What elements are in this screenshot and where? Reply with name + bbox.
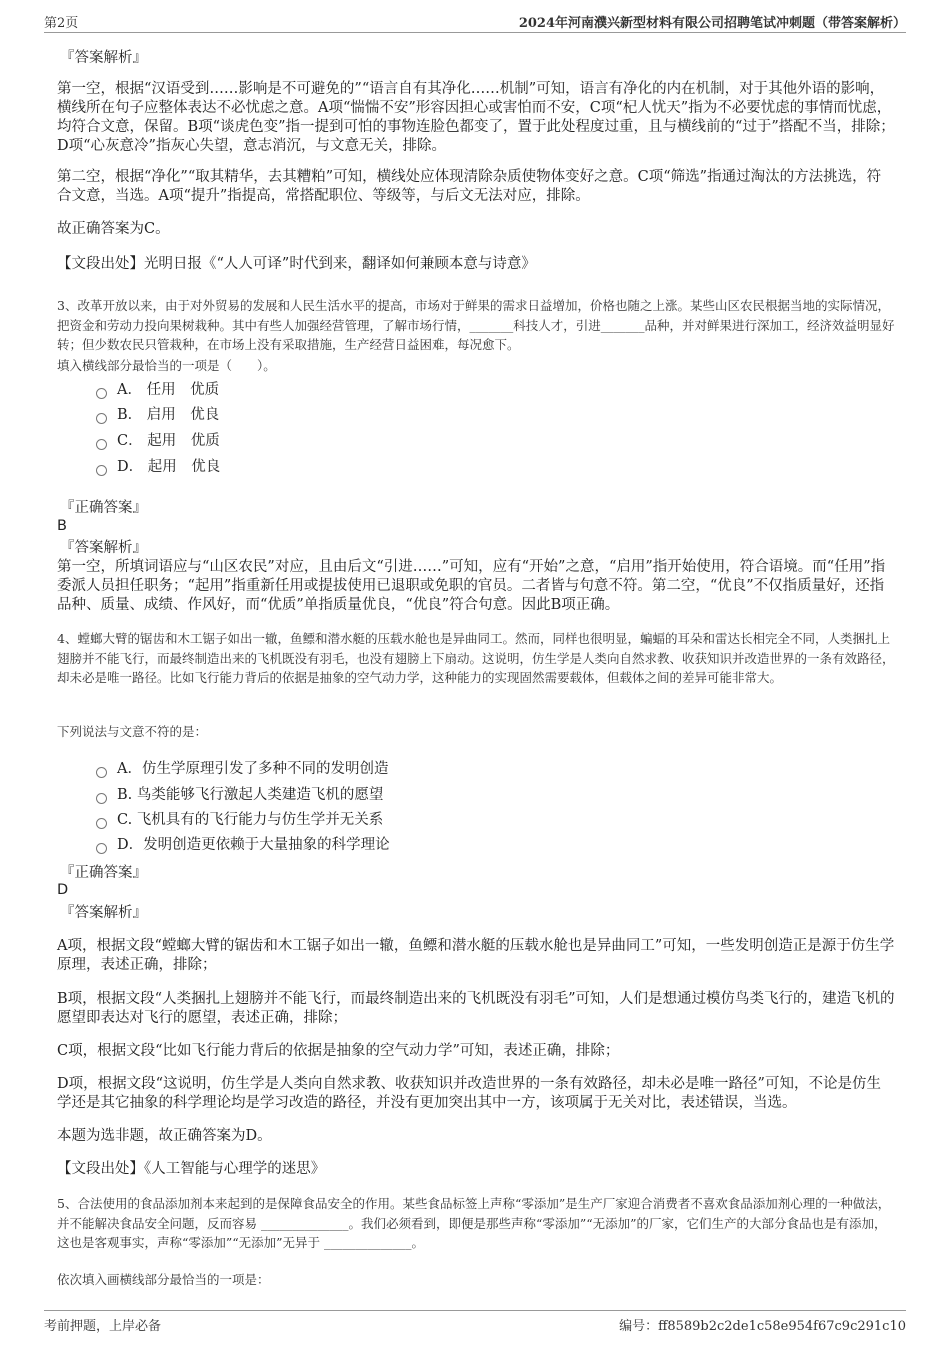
q4-answer: D bbox=[57, 882, 69, 898]
option-label: D．发明创造更依赖于大量抽象的科学理论 bbox=[117, 837, 390, 853]
document-title: 2024年河南濮兴新型材料有限公司招聘笔试冲刺题（带答案解析） bbox=[518, 16, 906, 31]
q4-analysis-b: B项，根据文段“人类捆扎上翅膀并不能飞行，而最终制造出来的飞机既没有羽毛”可知，人们是想通过模仿鸟类飞行的，建造飞机的愿望即表达对飞行的愿望，表述正确，排除； bbox=[57, 991, 895, 1026]
footer-slogan: 考前押题，上岸必备 bbox=[44, 1319, 162, 1334]
q2-analysis-p2: 第二空，根据“净化”“取其精华，去其糟粕”可知，横线处应体现清除杂质使物体变好之意。C项“筛选”指通过淘汰的方法挑选，符合文意，当选。A项“提升”指提高，常搭配职位、等级等，与后文无法对应，排除。 bbox=[57, 169, 882, 204]
q3-option-c[interactable] bbox=[96, 431, 220, 451]
q4-source: 【文段出处】《人工智能与心理学的迷思》 bbox=[57, 1161, 326, 1177]
q3-stem: 3、改革开放以来，由于对外贸易的发展和人民生活水平的提高，市场对于鲜果的需求日益增加，价格也随之上涨。某些山区农民根据当地的实际情况，把资金和劳动力投向果树栽种。其中有些人加强经营管理，了解市场行情，_______科技人才，引进_______品种，并对鲜果进行深加工，经济效益明显好转；但少数农民只管栽种，在市场上没有采取措施，生产经营日益困难，每况愈下。 bbox=[57, 298, 895, 352]
q4-option-c[interactable] bbox=[96, 810, 383, 830]
header-divider bbox=[44, 32, 906, 33]
q3-prompt: 填入横线部分最恰当的一项是（ ）。 bbox=[57, 358, 276, 373]
option-label: C． 起用 优质 bbox=[117, 433, 220, 449]
q2-conclusion: 故正确答案为C。 bbox=[57, 221, 170, 237]
radio-icon[interactable] bbox=[96, 793, 107, 804]
radio-icon[interactable] bbox=[96, 413, 107, 424]
q3-correct-label: 『正确答案』 bbox=[60, 500, 147, 516]
q2-analysis-label: 『答案解析』 bbox=[60, 50, 147, 66]
page-number: 第2页 bbox=[44, 16, 79, 31]
q4-analysis-a: A项，根据文段“螳螂大臂的锯齿和木工锯子如出一辙，鱼鳔和潜水艇的压载水舱也是异曲同工”可知，一些发明创造正是源于仿生学原理，表述正确，排除； bbox=[57, 938, 895, 973]
option-label: B． 启用 优良 bbox=[117, 407, 220, 423]
q4-option-b[interactable] bbox=[96, 785, 383, 805]
document-id: 编号：ff8589b2c2de1c58e954f67c9c291c10 bbox=[619, 1319, 906, 1334]
q4-analysis-label: 『答案解析』 bbox=[60, 905, 147, 921]
q2-analysis-p1: 第一空，根据“汉语受到……影响是不可避免的”“语言自有其净化……机制”可知，语言有净化的内在机制，对于其他外语的影响，横线所在句子应整体表达不必忧虑之意。A项“惴惴不安”形容因担心或害怕而不安，C项“杞人忧天”指为不必要忧虑的事情而忧虑，均符合文意，保留。B项“谈虎色变”指一提到可怕的事物连脸色都变了，置于此处程度过重，且与横线前的“过于”搭配不当，排除；D项“心灰意冷”指灰心失望，意志消沉，与文意无关，排除。 bbox=[57, 81, 895, 154]
q3-analysis-label: 『答案解析』 bbox=[60, 540, 147, 556]
option-label: B. 鸟类能够飞行激起人类建造飞机的愿望 bbox=[117, 787, 384, 803]
option-label: D． 起用 优良 bbox=[117, 459, 221, 475]
q4-option-a[interactable] bbox=[96, 759, 388, 779]
radio-icon[interactable] bbox=[96, 388, 107, 399]
option-label: C. 飞机具有的飞行能力与仿生学并无关系 bbox=[117, 812, 384, 828]
q4-conclusion: 本题为选非题，故正确答案为D。 bbox=[57, 1128, 272, 1144]
q2-source: 【文段出处】光明日报《“人人可译”时代到来，翻译如何兼顾本意与诗意》 bbox=[57, 256, 536, 272]
q4-prompt: 下列说法与文意不符的是： bbox=[57, 724, 208, 739]
q4-correct-label: 『正确答案』 bbox=[60, 865, 147, 881]
q5-stem: 5、合法使用的食品添加剂本来起到的是保障食品安全的作用。某些食品标签上声称“零添加”是生产厂家迎合消费者不喜欢食品添加剂心理的一种做法，并不能解决食品安全问题，反而容易 ______________。我们必须看到，即便是那些声称“零添加”“无添加”的厂家，它们生产的大部分食品也是有添加，这也是客观事实，声称“零添加”“无添加”无异于 ______________。 bbox=[57, 1196, 891, 1250]
radio-icon[interactable] bbox=[96, 843, 107, 854]
q4-option-d[interactable] bbox=[96, 835, 390, 855]
q3-analysis: 第一空，所填词语应与“山区农民”对应，且由后文“引进……”可知，应有“开始”之意，“启用”指开始使用，符合语境。而“任用”指委派人员担任职务；“起用”指重新任用或提拔使用已退职或免职的官员。二者皆与句意不符。第二空，“优良”不仅指质量好，还指品种、质量、成绩、作风好，而“优质”单指质量优良，“优良”符合句意。因此B项正确。 bbox=[57, 559, 886, 613]
q3-answer: B bbox=[57, 518, 67, 534]
radio-icon[interactable] bbox=[96, 465, 107, 476]
q4-stem: 4、螳螂大臂的锯齿和木工锯子如出一辙，鱼鳔和潜水艇的压载水舱也是异曲同工。然而，同样也很明显，蝙蝠的耳朵和雷达长相完全不同，人类捆扎上翅膀并不能飞行，而最终制造出来的飞机既没有羽毛，也没有翅膀上下扇动。这说明，仿生学是人类向自然求教、收获知识并改造世界的一条有效路径，却未必是唯一路径。比如飞行能力背后的依据是抽象的空气动力学，这种能力的实现固然需要载体，但载体之间的差异可能非常大。 bbox=[57, 631, 895, 685]
q4-analysis-c: C项，根据文段“比如飞行能力背后的依据是抽象的空气动力学”可知，表述正确，排除； bbox=[57, 1043, 620, 1059]
q3-option-d[interactable] bbox=[96, 457, 220, 477]
radio-icon[interactable] bbox=[96, 767, 107, 778]
q3-option-a[interactable] bbox=[96, 380, 219, 400]
option-label: A． 任用 优质 bbox=[117, 382, 220, 398]
q3-option-b[interactable] bbox=[96, 405, 219, 425]
radio-icon[interactable] bbox=[96, 818, 107, 829]
q4-analysis-d: D项，根据文段“这说明，仿生学是人类向自然求教、收获知识并改造世界的一条有效路径，却未必是唯一路径”可知，不论是仿生学还是其它抽象的科学理论均是学习改造的路径，并没有更加突出其中一方，该项属于无关对比，表述错误，当选。 bbox=[57, 1076, 881, 1111]
option-label: A．仿生学原理引发了多种不同的发明创造 bbox=[117, 761, 389, 777]
radio-icon[interactable] bbox=[96, 439, 107, 450]
q5-prompt: 依次填入画横线部分最恰当的一项是： bbox=[57, 1272, 270, 1287]
footer-divider bbox=[44, 1310, 906, 1311]
